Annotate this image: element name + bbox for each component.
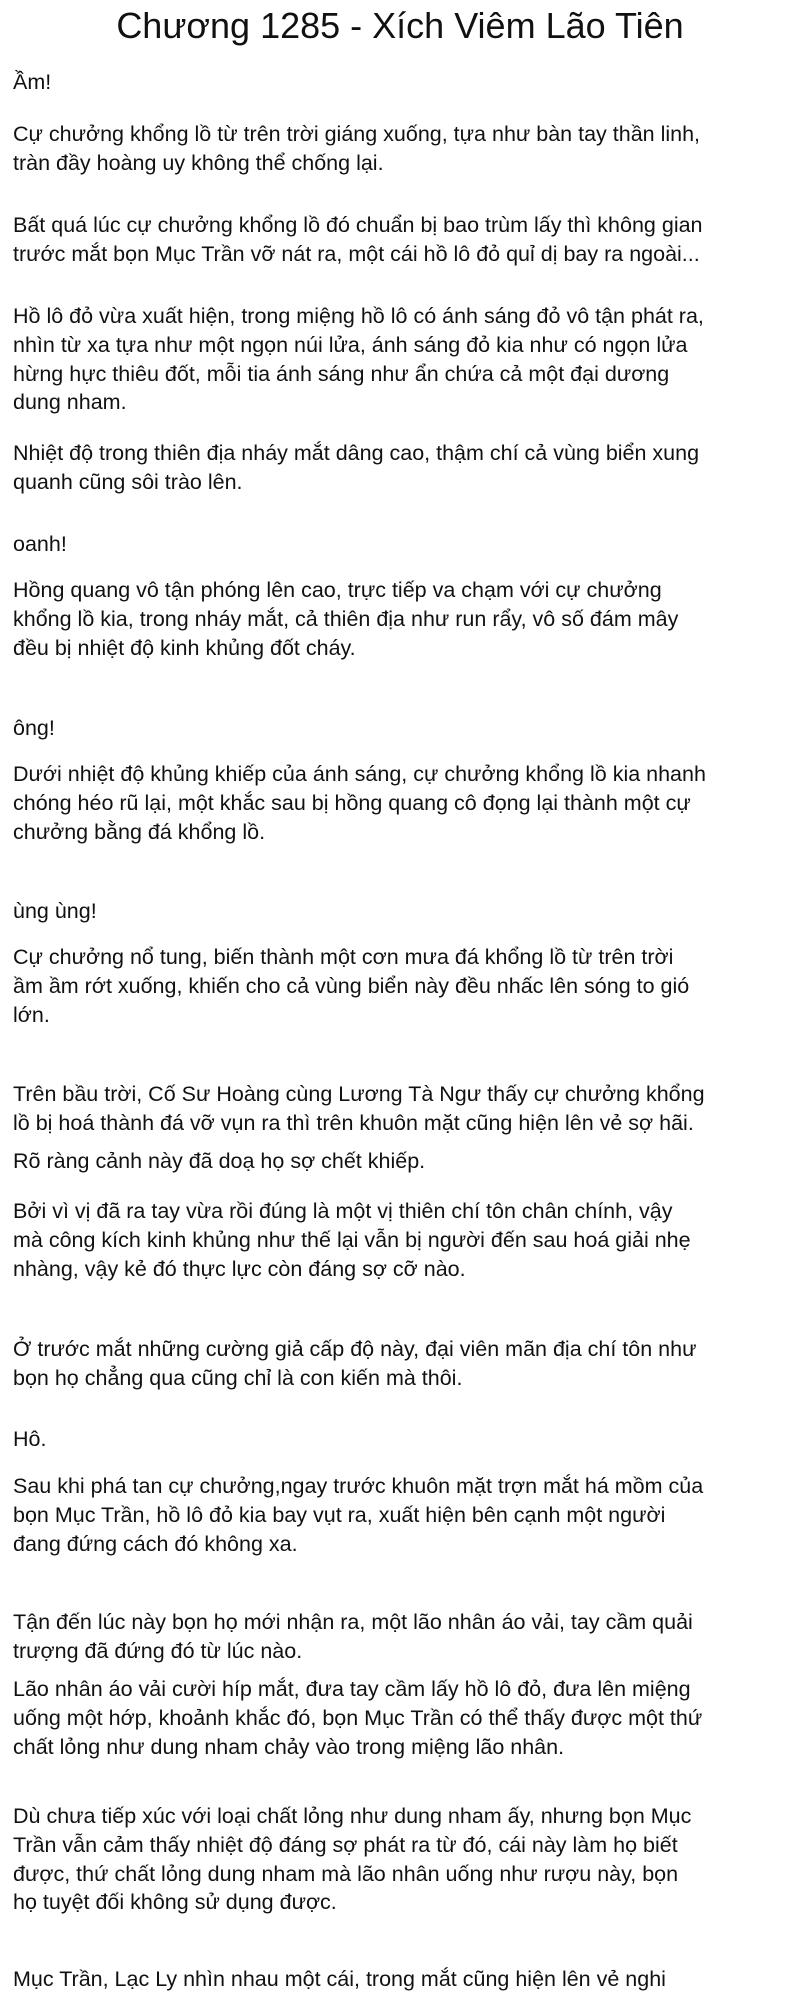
paragraph-line: Hô.: [13, 1427, 47, 1451]
paragraph-line: bọn Mục Trần, hồ lô đỏ kia bay vụt ra, xuất hiện bên cạnh một người: [13, 1502, 666, 1527]
paragraph: [13, 576, 793, 662]
paragraph-line: mà công kích kinh khủng như thế lại vẫn bị người đến sau hoá giải nhẹ: [13, 1227, 691, 1252]
paragraph: [13, 1425, 793, 1454]
paragraph: [13, 120, 793, 178]
paragraph-line: uống một hớp, khoảnh khắc đó, bọn Mục Trần có thể thấy được một thứ: [13, 1705, 703, 1730]
paragraph-line: Sau khi phá tan cự chưởng,ngay trước khuôn mặt trợn mắt há mồm của: [13, 1474, 704, 1498]
paragraph: [13, 530, 793, 559]
paragraph: [13, 1335, 793, 1393]
paragraph-line: Dù chưa tiếp xúc với loại chất lỏng như dung nham ấy, nhưng bọn Mục: [13, 1804, 692, 1828]
paragraph-line: chất lỏng như dung nham chảy vào trong miệng lão nhân.: [13, 1734, 565, 1759]
paragraph-line: khổng lồ kia, trong nháy mắt, cả thiên địa như run rẩy, vô số đám mây: [13, 606, 679, 631]
paragraph-line: Cự chưởng nổ tung, biến thành một cơn mưa đá khổng lồ từ trên trời: [13, 945, 674, 969]
paragraph-line: ùng ùng!: [13, 899, 97, 923]
paragraph: [13, 302, 793, 417]
paragraph: [13, 68, 793, 97]
paragraph-line: quanh cũng sôi trào lên.: [13, 469, 243, 494]
paragraph-line: dung nham.: [13, 390, 127, 415]
paragraph-line: chưởng bằng đá khổng lồ.: [13, 819, 266, 844]
paragraph: [13, 1608, 793, 1666]
paragraph: [13, 1802, 793, 1917]
paragraph-line: bọn họ chẳng qua cũng chỉ là con kiến mà thôi.: [13, 1365, 463, 1390]
paragraph-line: oanh!: [13, 532, 67, 556]
chapter-title: Chương 1285 - Xích Viêm Lão Tiên: [116, 5, 684, 46]
paragraph: [13, 439, 793, 497]
paragraph-line: ầm ầm rớt xuống, khiến cho cả vùng biển này đều nhấc lên sóng to gió: [13, 973, 690, 998]
paragraph-line: Mục Trần, Lạc Ly nhìn nhau một cái, trong mắt cũng hiện lên vẻ nghi: [13, 1967, 666, 1991]
paragraph-line: Cự chưởng khổng lồ từ trên trời giáng xuống, tựa như bàn tay thần linh,: [13, 122, 701, 146]
paragraph: [13, 897, 793, 926]
paragraph-line: Trần vẫn cảm thấy nhiệt độ đáng sợ phát ra từ đó, cái này làm họ biết: [13, 1832, 678, 1857]
paragraph-line: đều bị nhiệt độ kinh khủng đốt cháy.: [13, 635, 356, 660]
paragraph: [13, 211, 793, 269]
paragraph-line: Hồ lô đỏ vừa xuất hiện, trong miệng hồ lô có ánh sáng đỏ vô tận phát ra,: [13, 304, 704, 328]
paragraph-line: trượng đã đứng đó từ lúc nào.: [13, 1638, 303, 1663]
paragraph-line: trước mắt bọn Mục Trần vỡ nát ra, một cái hồ lô đỏ quỉ dị bay ra ngoài...: [13, 241, 700, 266]
paragraph: [13, 1080, 793, 1138]
paragraph-line: lớn.: [13, 1002, 50, 1027]
paragraph: [13, 1147, 793, 1176]
paragraph-line: Ầm!: [13, 70, 52, 94]
paragraph: [13, 1197, 793, 1283]
paragraph-line: Lão nhân áo vải cười híp mắt, đưa tay cầm lấy hồ lô đỏ, đưa lên miệng: [13, 1677, 691, 1701]
paragraph-line: ông!: [13, 716, 55, 740]
paragraph-line: Bởi vì vị đã ra tay vừa rồi đúng là một vị thiên chí tôn chân chính, vậy: [13, 1199, 673, 1223]
paragraph-line: nhìn từ xa tựa như một ngọn núi lửa, ánh sáng đỏ kia như có ngọn lửa: [13, 332, 688, 357]
paragraph-line: nhàng, vậy kẻ đó thực lực còn đáng sợ cỡ nào.: [13, 1256, 466, 1281]
paragraph-line: Bất quá lúc cự chưởng khổng lồ đó chuẩn bị bao trùm lấy thì không gian: [13, 213, 703, 237]
paragraph: [13, 1675, 793, 1761]
paragraph: [13, 714, 793, 743]
paragraph-line: hừng hực thiêu đốt, mỗi tia ánh sáng như ẩn chứa cả một đại dương: [13, 361, 670, 386]
paragraph: [13, 760, 793, 846]
paragraph: [13, 1965, 793, 1994]
paragraph: [13, 943, 793, 1029]
paragraph-line: họ tuyệt đối không sử dụng được.: [13, 1890, 337, 1915]
paragraph-line: Nhiệt độ trong thiên địa nháy mắt dâng cao, thậm chí cả vùng biển xung: [13, 441, 700, 465]
paragraph-line: Dưới nhiệt độ khủng khiếp của ánh sáng, cự chưởng khổng lồ kia nhanh: [13, 762, 706, 786]
paragraph-line: Hồng quang vô tận phóng lên cao, trực tiếp va chạm với cự chưởng: [13, 578, 662, 602]
paragraph-line: Ở trước mắt những cường giả cấp độ này, đại viên mãn địa chí tôn như: [13, 1337, 697, 1361]
paragraph: [13, 1472, 793, 1558]
paragraph-line: lồ bị hoá thành đá vỡ vụn ra thì trên khuôn mặt cũng hiện lên vẻ sợ hãi.: [13, 1110, 694, 1135]
paragraph-line: Tận đến lúc này bọn họ mới nhận ra, một lão nhân áo vải, tay cầm quải: [13, 1610, 693, 1634]
paragraph-line: Trên bầu trời, Cố Sư Hoàng cùng Lương Tà Ngư thấy cự chưởng khổng: [13, 1082, 705, 1106]
paragraph-line: đang đứng cách đó không xa.: [13, 1531, 298, 1556]
paragraph-line: Rõ ràng cảnh này đã doạ họ sợ chết khiếp.: [13, 1149, 426, 1173]
paragraph-line: được, thứ chất lỏng dung nham mà lão nhân uống như rượu này, bọn: [13, 1861, 679, 1886]
paragraph-line: chóng héo rũ lại, một khắc sau bị hồng quang cô đọng lại thành một cự: [13, 790, 691, 815]
paragraph-line: tràn đầy hoàng uy không thể chống lại.: [13, 150, 384, 175]
